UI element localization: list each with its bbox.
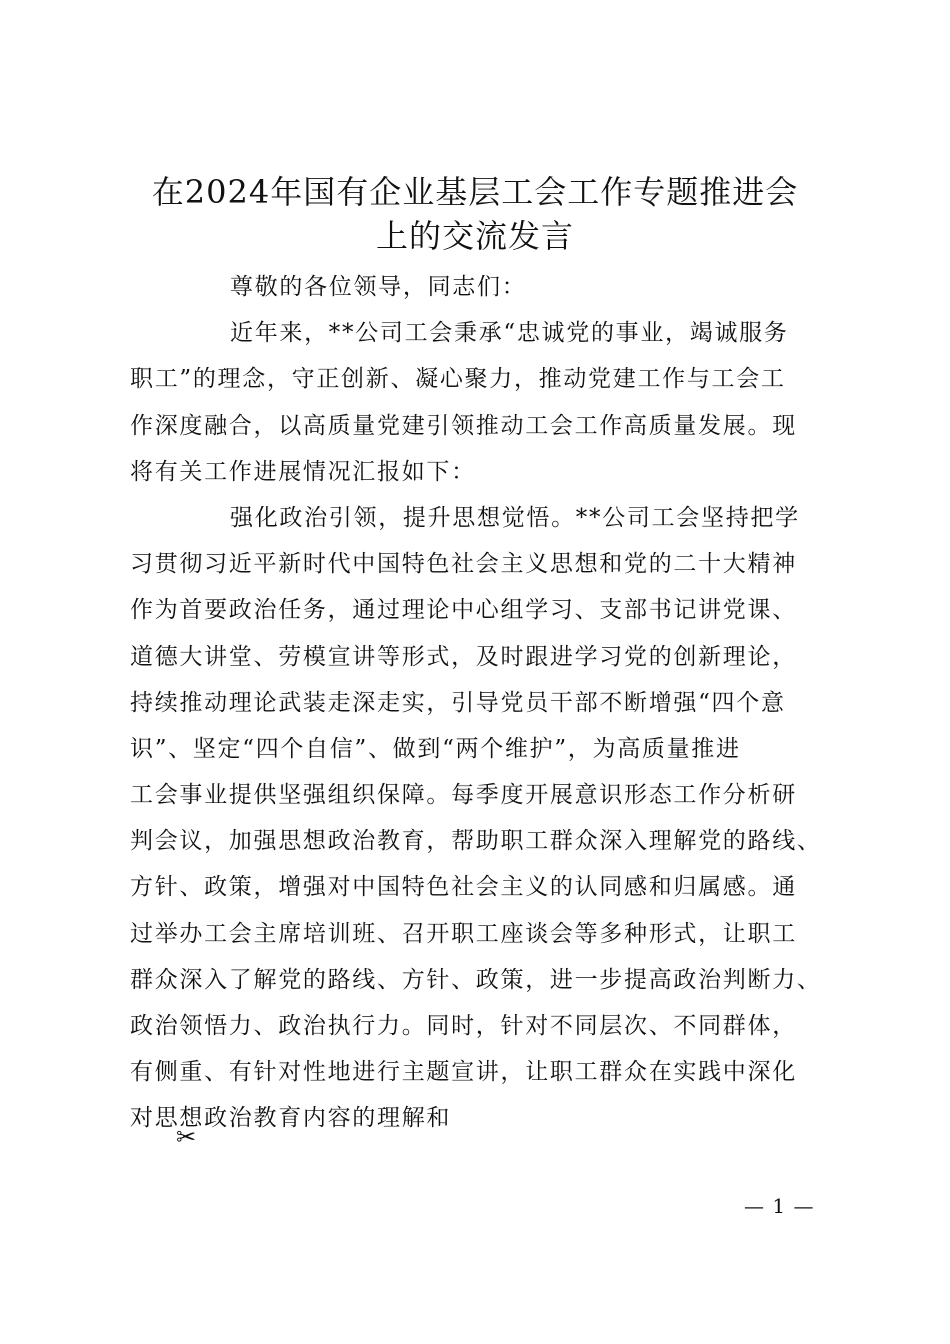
salutation: 尊敬的各位领导，同志们： [230, 274, 527, 300]
paragraph-2-line-6: 识”、坚定“四个自信”、做到“两个维护”，为高质量推进 [130, 735, 741, 762]
paragraph-1-line-2: 职工”的理念，守正创新、凝心聚力，推动党建工作与工会工 [130, 366, 786, 393]
paragraph-2-line-14: 对思想政治教育内容的理解和 [130, 1105, 452, 1132]
paragraph-2-line-8: 判会议，加强思想政治教育，帮助职工群众深入理解党的路线、 [130, 828, 822, 855]
paragraph-2-line-5: 持续推动理论武装走深走实，引导党员干部不断增强“四个意 [130, 689, 786, 716]
paragraph-2-line-9: 方针、政策，增强对中国特色社会主义的认同感和归属感。通 [130, 874, 797, 901]
paragraph-2-line-11: 群众深入了解党的路线、方针、政策，进一步提高政治判断力、 [130, 966, 822, 993]
paragraph-2-line-12: 政治领悟力、政治执行力。同时，针对不同层次、不同群体， [130, 1013, 797, 1039]
document-title-line-2: 上的交流发言 [375, 217, 574, 255]
page-number: — 1 — [744, 1194, 815, 1218]
paragraph-1-line-4: 将有关工作进展情况汇报如下： [130, 458, 476, 485]
paragraph-2-line-4: 道德大讲堂、劳模宣讲等形式，及时跟进学习党的创新理论， [130, 643, 797, 670]
document-title-line-1: 在2024年国有企业基层工会工作专题推进会 [151, 173, 799, 211]
paragraph-2-line-10: 过举办工会主席培训班、召开职工座谈会等多种形式，让职工 [130, 920, 797, 947]
scissors-icon: ✂ [176, 1123, 197, 1151]
paragraph-2-line-13: 有侧重、有针对性地进行主题宣讲，让职工群众在实践中深化 [130, 1059, 797, 1086]
paragraph-1-line-1: 近年来，**公司工会秉承“忠诚党的事业，竭诚服务 [230, 320, 789, 347]
paragraph-2-line-3: 作为首要政治任务，通过理论中心组学习、支部书记讲党课、 [130, 597, 797, 624]
paragraph-2-line-7: 工会事业提供坚强组织保障。每季度开展意识形态工作分析研 [130, 782, 797, 809]
paragraph-2-line-2: 习贯彻习近平新时代中国特色社会主义思想和党的二十大精神 [130, 551, 797, 578]
document-body [130, 264, 830, 1142]
paragraph-2-line-1: 强化政治引领，提升思想觉悟。**公司工会坚持把学 [230, 504, 800, 531]
paragraph-1-line-3: 作深度融合，以高质量党建引领推动工会工作高质量发展。现 [130, 412, 797, 439]
